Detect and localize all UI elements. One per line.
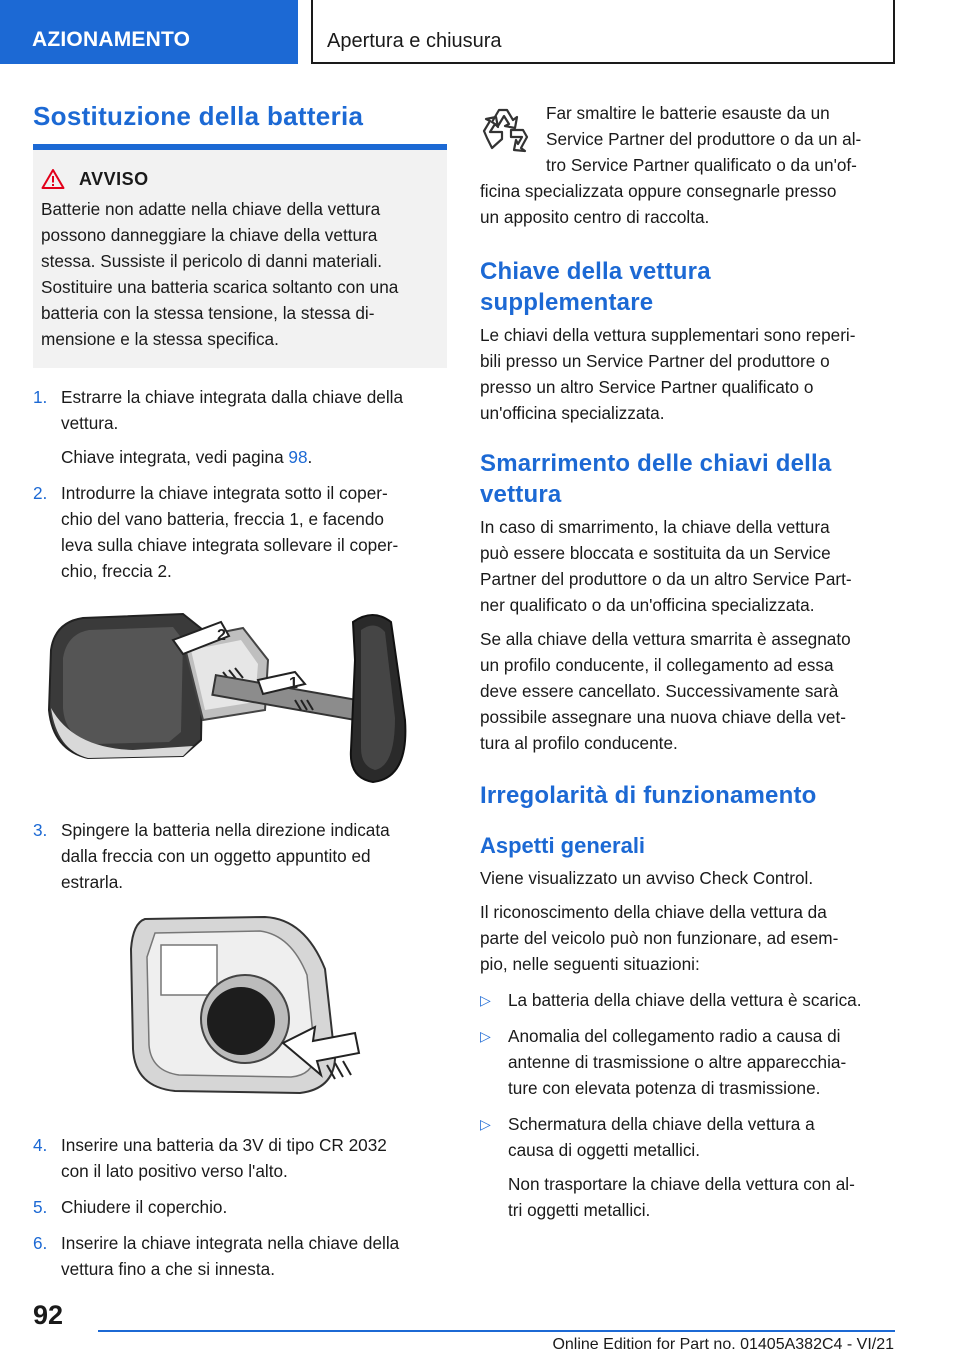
section-header: [311, 0, 895, 64]
spare-key-text: Le chiavi della vettura supplementari sono reperi- bili presso un Service Partner del produttore o presso un altro Service Partner qualificato o un'officina specializzata.: [480, 325, 856, 423]
step-6: 6. Inserire la chiave integrata nella chiave della vettura fino a che si innesta.: [33, 1230, 447, 1282]
step-5: 5. Chiudere il coperchio.: [33, 1194, 447, 1220]
bullet-triangle-icon: ▷: [480, 992, 491, 1008]
spare-key-title: Chiave della vettura supplementare: [480, 258, 711, 316]
battery-removal-illustration: [115, 909, 375, 1099]
lost-keys-title: Smarrimento delle chiavi della vettura: [480, 450, 832, 508]
step-1-reference: Chiave integrata, vedi pagina 98.: [61, 447, 313, 467]
step-number: 6.: [33, 1233, 48, 1253]
step-3: 3. Spingere la batteria nella direzione indicata dalla freccia con un oggetto appuntito ed estrarla.: [33, 817, 447, 895]
arrow-2-label: 2: [217, 627, 226, 644]
warning-label: AVVISO: [79, 168, 149, 189]
warning-header: [41, 168, 435, 190]
step-number: 2.: [33, 483, 48, 503]
section-title: Apertura e chiusura: [327, 30, 502, 52]
malfunction-title: Irregolarità di funzionamento: [480, 782, 817, 809]
arrow-1-label: 1: [289, 675, 298, 692]
bullet-note: Non trasportare la chiave della vettura con al- tri oggetti metallici.: [508, 1174, 855, 1220]
chapter-tab: [0, 0, 298, 64]
step-4: 4. Inserire una batteria da 3V di tipo CR 2032 con il lato positivo verso l'alto.: [33, 1132, 447, 1184]
general-aspects-subtitle: Aspetti generali: [480, 833, 646, 858]
left-column: [33, 100, 447, 1282]
recognition-text: Il riconoscimento della chiave della vettura da parte del veicolo può non funzionare, ad esem- pio, nelle seguenti situazioni:: [480, 902, 839, 974]
page-number: 92: [33, 1300, 64, 1330]
chapter-title: AZIONAMENTO: [32, 28, 191, 51]
warning-text: Batterie non adatte nella chiave della vettura possono danneggiare la chiave della vettura stessa. Sussiste il pericolo di danni materiali. Sostituire una batteria scarica soltanto con una batteria con la stessa tensione, la stessa di- mensione e la stessa specifica.: [41, 199, 399, 349]
bullet-item: ▷ La batteria della chiave della vettura è scarica.: [480, 987, 898, 1013]
edition-note: Online Edition for Part no. 01405A382C4 - VI/21: [552, 1336, 894, 1353]
recycle-icon: [480, 104, 532, 156]
bullet-triangle-icon: ▷: [480, 1116, 491, 1132]
page-link[interactable]: 98: [288, 447, 308, 467]
step-number: 1.: [33, 387, 48, 407]
step-1: 1. Estrarre la chiave integrata dalla chiave della vettura. Chiave integrata, vedi pagina 98.: [33, 384, 447, 470]
check-control-text: Viene visualizzato un avviso Check Control.: [480, 868, 814, 888]
step-2: 2. Introdurre la chiave integrata sotto il coper- chio del vano batteria, freccia 1, e facendo leva sulla chiave integrata sollevare il coper- chio, freccia 2.: [33, 480, 447, 584]
step-number: 4.: [33, 1135, 48, 1155]
lost-keys-text-1: In caso di smarrimento, la chiave della vettura può essere bloccata e sostituita da un Service Partner del produttore o da un altro Service Part- ner qualificato o da un'officina specializzata.: [480, 517, 852, 615]
step-number: 5.: [33, 1197, 48, 1217]
right-column: [480, 100, 898, 1223]
battery-section-title: Sostituzione della batteria: [33, 101, 364, 131]
recycling-note: Far smaltire le batterie esauste da un Service Partner del produttore o da un al- tro Service Partner qualificato o da un'of- ficina specializzata oppure consegnarle presso un apposito centro di raccolta.: [480, 103, 862, 227]
footer-rule: [98, 1330, 895, 1332]
bullet-triangle-icon: ▷: [480, 1028, 491, 1044]
warning-icon: [41, 168, 65, 190]
bullet-item: ▷ Anomalia del collegamento radio a causa di antenne di trasmissione o altre apparecchia- ture con elevata potenza di trasmissione.: [480, 1023, 898, 1101]
key-battery-cover-illustration: [33, 600, 447, 790]
bullet-item: ▷ Schermatura della chiave della vettura a causa di oggetti metallici. Non trasportare la chiave della vettura con al- tri oggetti metallici.: [480, 1111, 898, 1223]
warning-box: [33, 150, 447, 368]
step-number: 3.: [33, 820, 48, 840]
lost-keys-text-2: Se alla chiave della vettura smarrita è assegnato un profilo conducente, il collegamento ad essa deve essere cancellato. Successivamente sarà possibile assegnare una nuova chiave della vet- tura al profilo conducente.: [480, 629, 851, 753]
